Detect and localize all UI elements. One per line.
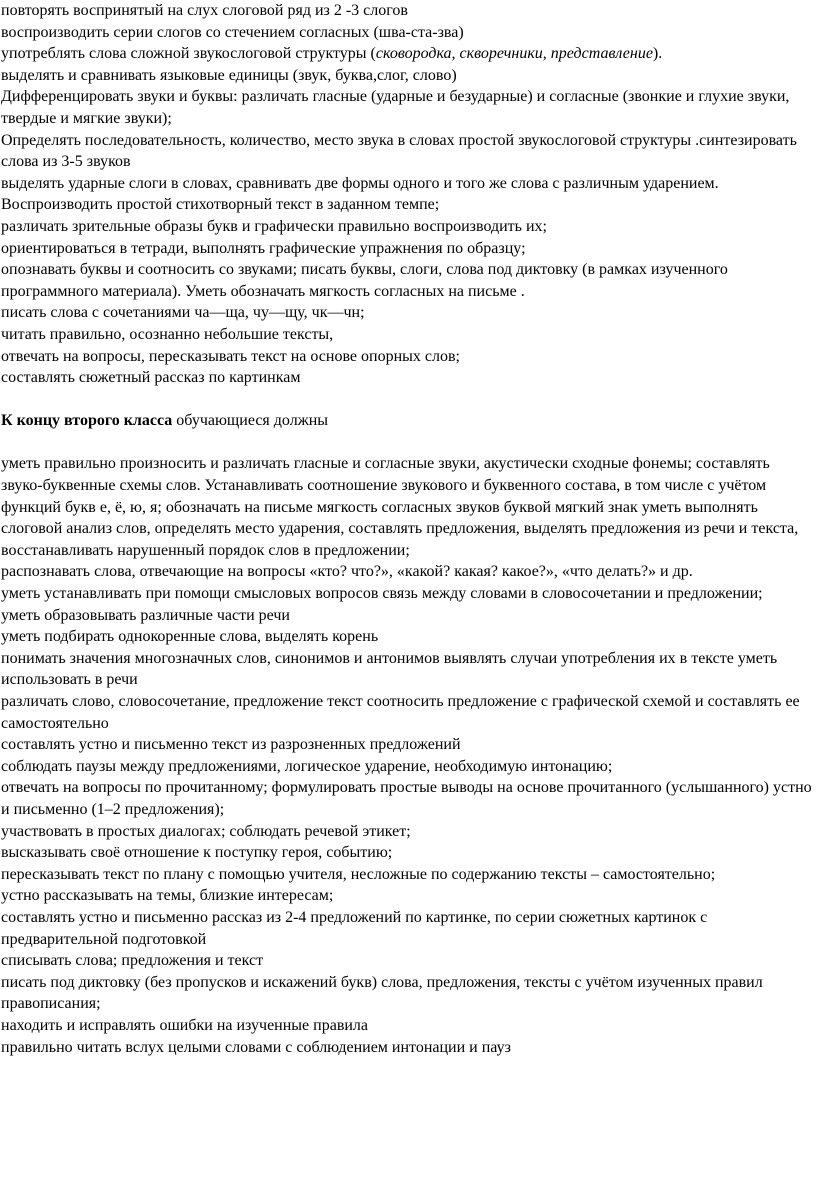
text-line: Определять последовательность, количество, место звука в словах простой звукослоговой структуры .синтезировать слова из 3-5 звуков: [1, 131, 797, 171]
text-line: ориентироваться в тетради, выполнять графические упражнения по образцу;: [1, 239, 526, 257]
text-line: уметь подбирать однокоренные слова, выделять корень: [1, 628, 379, 646]
text-line: опознавать буквы и соотносить со звуками; писать буквы, слоги, слова под диктовку (в рамках изученного программного материала). Уметь обозначать мягкость согласных на письме .: [1, 261, 728, 300]
italic-examples: сковородка, скворечники, представление: [375, 45, 653, 63]
text-line: находить и исправлять ошибки на изученные правила: [1, 1016, 369, 1034]
text-line: высказывать своё отношение к поступку героя, событию;: [1, 844, 393, 862]
text-line: Воспроизводить простой стихотворный текст в заданном темпе;: [1, 196, 440, 214]
skills-list-second-grade: [1, 453, 812, 1058]
text-line: писать под диктовку (без пропусков и искажений букв) слова, предложения, тексты с учётом изученных правил правописания;: [1, 973, 763, 1013]
text-line: уметь устанавливать при помощи смысловых вопросов связь между словами в словосочетании и предложении;: [1, 585, 763, 603]
text-fragment: употреблять слова сложной звукослоговой структуры (: [1, 45, 376, 63]
text-line: составлять сюжетный рассказ по картинкам: [1, 369, 301, 387]
section-heading: [1, 410, 812, 432]
text-line: читать правильно, осознанно небольшие тексты,: [1, 325, 334, 343]
text-line: правильно читать вслух целыми словами с соблюдением интонации и пауз: [1, 1038, 511, 1056]
text-line: пересказывать текст по плану с помощью учителя, несложные по содержанию тексты – самостоятельно;: [1, 865, 716, 883]
text-line: уметь правильно произносить и различать гласные и согласные звуки, акустически сходные фонемы; составлять звуко-буквенные схемы слов. Устанавливать соотношение звукового и буквенного состава, в том числе с учётом функций букв е, ё, ю, я; обозначать на письме мягкость согласных звуков буквой мягкий знак уметь выполнять слоговой анализ слов, определять место ударения, составлять предложения, выделять предложения из речи и текста, восстанавливать нарушенный порядок слов в предложении;: [1, 455, 799, 559]
text-line: участвовать в простых диалогах; соблюдать речевой этикет;: [1, 822, 411, 840]
text-line: составлять устно и письменно текст из разрозненных предложений: [1, 736, 461, 754]
text-line: соблюдать паузы между предложениями, логическое ударение, необходимую интонацию;: [1, 757, 613, 775]
skills-list-first-grade: [1, 0, 812, 389]
text-line: понимать значения многозначных слов, синонимов и антонимов выявлять случаи употребления их в тексте уметь использовать в речи: [1, 649, 778, 689]
text-line: составлять устно и письменно рассказ из 2-4 предложений по картинке, по серии сюжетных картинок с предварительной подготовкой: [1, 908, 708, 948]
blank-line: [1, 389, 812, 411]
text-line: воспроизводить серии слогов со стечением согласных (шва-ста-зва): [1, 23, 464, 41]
text-line: отвечать на вопросы по прочитанному; формулировать простые выводы на основе прочитанного (услышанного) устно и письменно (1–2 предложения);: [1, 779, 812, 818]
text-line: различать слово, словосочетание, предложение текст соотносить предложение с графической схемой и составлять ее самостоятельно: [1, 693, 800, 732]
text-line: выделять ударные слоги в словах, сравнивать две формы одного и того же слова с различным ударением.: [1, 174, 719, 192]
text-line: повторять воспринятый на слух слоговой ряд из 2 -3 слогов: [1, 2, 408, 19]
text-fragment: ).: [652, 45, 663, 63]
text-line: выделять и сравнивать языковые единицы (звук, буква,слог, слово): [1, 66, 457, 84]
text-line: распознавать слова, отвечающие на вопросы «кто? что?», «какой? какая? какое?», «что делать?» и др.: [1, 563, 693, 581]
text-line: писать слова с сочетаниями ча—ща, чу—щу, чк—чн;: [1, 304, 365, 322]
text-line: списывать слова; предложения и текст: [1, 952, 264, 970]
text-line: различать зрительные образы букв и графически правильно воспроизводить их;: [1, 217, 547, 235]
blank-line: [1, 432, 812, 454]
text-line: уметь образовывать различные части речи: [1, 606, 290, 624]
text-line: устно рассказывать на темы, близкие интересам;: [1, 887, 334, 905]
text-line-with-examples: [1, 43, 812, 65]
text-line: отвечать на вопросы, пересказывать текст на основе опорных слов;: [1, 347, 460, 365]
section-heading-rest: обучающиеся должны: [172, 412, 329, 430]
section-heading-bold: К концу второго класса: [1, 412, 173, 430]
text-line: Дифференцировать звуки и буквы: различать гласные (ударные и безударные) и согласные (звонкие и глухие звуки, твердые и мягкие звуки);: [1, 88, 790, 127]
